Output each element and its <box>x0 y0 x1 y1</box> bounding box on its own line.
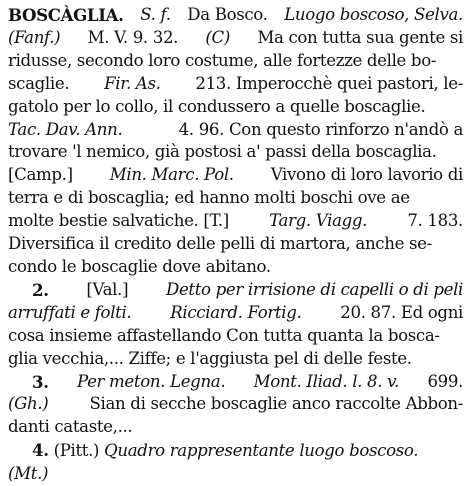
sense-3-line-3 <box>8 416 463 439</box>
definition: Luogo boscoso, Selva. <box>284 5 463 24</box>
sense-3-line-2 <box>8 393 463 416</box>
citation-ref: M. V. 9. 32. <box>87 27 179 47</box>
citation-tag: (C) <box>205 27 231 47</box>
citation-source: Targ. Viagg. <box>269 211 368 231</box>
citation-text: danti cataste,... <box>8 417 133 437</box>
citation-text: molte bestie salvatiche. [T.] <box>8 211 229 231</box>
entry-line-9 <box>8 187 463 210</box>
citation-text: glia vecchia,... Ziffe; e l'aggiusta pel di delle feste. <box>8 348 412 368</box>
part-of-speech: S. f. <box>140 5 171 24</box>
sense-number: 4. <box>32 440 49 461</box>
citation-ref: 699. <box>427 371 463 391</box>
citation-text: ridusse, secondo loro costume, alle fortezze delle bo- <box>8 50 437 70</box>
entry-line-2 <box>8 27 463 50</box>
entry-line-11 <box>8 233 463 256</box>
sense-definition: Detto per irrisione di capelli o di peli <box>165 279 463 299</box>
citation-source: Mont. Iliad. l. 8. v. <box>253 371 400 391</box>
sense-definition: Per meton. Legna. <box>77 371 226 391</box>
etymology: Da Bosco. <box>187 5 268 24</box>
sense-number: 2. <box>32 279 49 300</box>
citation-text: trovare 'l nemico, già postosi a' passi della boscaglia. <box>8 142 437 162</box>
citation-tag: [Camp.] <box>8 165 73 185</box>
sense-number: 3. <box>32 371 49 392</box>
sense-tag: (Pitt.) <box>53 441 100 461</box>
citation-text: 4. 96. Con questo rinforzo n'andò a <box>178 119 463 139</box>
entry-line-10 <box>8 210 463 233</box>
sense-2-line-1 <box>8 279 463 302</box>
entry-line-1 <box>8 4 463 27</box>
citation-tag: (Gh.) <box>8 394 49 414</box>
citation-text: 20. 87. Ed ogni <box>340 302 463 322</box>
citation-source: Fir. As. <box>104 73 161 93</box>
citation-tag: (Mt.) <box>8 464 49 484</box>
sense-4-line-2 <box>8 463 463 486</box>
citation-text: Sian di secche boscaglie anco raccolte Abbon- <box>89 394 463 414</box>
sense-2-line-3 <box>8 325 463 348</box>
citation-text: Ma con tutta sua gente si <box>257 27 463 47</box>
entry-line-6 <box>8 119 463 142</box>
citation-text: Diversifica il credito delle pelli di martora, anche se- <box>8 234 432 254</box>
sense-definition: Quadro rappresentante luogo boscoso. <box>104 441 419 461</box>
citation-source: Tac. Dav. Ann. <box>8 119 123 139</box>
entry-line-7 <box>8 141 463 164</box>
citation-text: condo le boscaglie dove abitano. <box>8 256 271 276</box>
sense-definition: arruffati e folti. <box>8 302 132 322</box>
citation-text: Vivono di loro lavorio di <box>270 165 463 185</box>
entry-line-4 <box>8 73 463 96</box>
headword: BOSCÀGLIA. <box>8 5 124 25</box>
citation-source: Ricciard. Fortig. <box>170 302 302 322</box>
citation-text: cosa insieme affastellando Con tutta quanta la bosca- <box>8 325 440 345</box>
sense-4-line-1 <box>8 439 463 463</box>
entry-line-5 <box>8 96 463 119</box>
entry-line-12 <box>8 256 463 279</box>
sense-3-line-1 <box>8 371 463 394</box>
entry-line-3 <box>8 50 463 73</box>
entry-line-8 <box>8 164 463 187</box>
sense-2-line-2 <box>8 302 463 325</box>
citation-text: gatolo per lo collo, il condussero a quelle boscaglie. <box>8 96 426 116</box>
sense-tag: [Val.] <box>86 279 129 299</box>
citation-ref: 7. 183. <box>407 211 463 231</box>
sense-2-line-4 <box>8 348 463 371</box>
citation-text: 213. Imperocchè quei pastori, le- <box>195 73 463 93</box>
citation-source: (Fanf.) <box>8 27 61 47</box>
citation-text: scaglie. <box>8 73 70 93</box>
citation-text: terra e di boscaglia; ed hanno molti boschi ove ae <box>8 188 410 208</box>
citation-source: Min. Marc. Pol. <box>109 165 234 185</box>
